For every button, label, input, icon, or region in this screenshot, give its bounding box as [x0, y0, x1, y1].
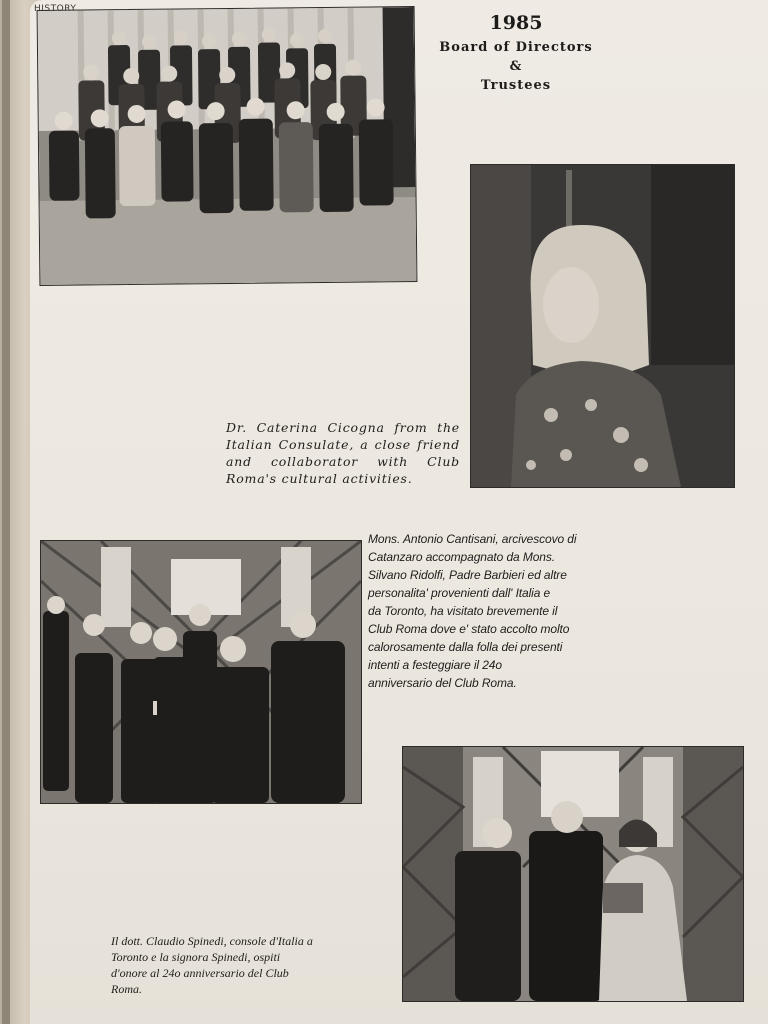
mons-caption-line: da Toronto, ha visitato brevemente il — [368, 604, 558, 618]
spinedi-couple-photo — [402, 746, 744, 1002]
spinedi-caption — [111, 933, 401, 997]
mons-caption-line: Silvano Ridolfi, Padre Barbieri ed altre — [368, 568, 567, 582]
spinedi-caption-line: Roma. — [111, 982, 142, 996]
mons-caption-line: calorosamente dalla folla dei presenti — [368, 640, 563, 654]
clergy-group-photo — [40, 540, 362, 804]
spinedi-caption-line: d'onore al 24o anniversario del Club — [111, 966, 289, 980]
header-line-3: Trustees — [480, 78, 552, 93]
header-line-2: & — [509, 59, 523, 74]
mons-caption-line: intenti a festeggiare il 24o — [368, 658, 502, 672]
mons-caption-line: Catanzaro accompagnato da Mons. — [368, 550, 556, 564]
spinedi-caption-line: Toronto e la signora Spinedi, ospiti — [111, 950, 281, 964]
board-group-photo — [37, 6, 418, 286]
mons-caption — [368, 530, 610, 692]
mons-caption-line: Club Roma dove e' stato accolto molto — [368, 622, 570, 636]
caterina-portrait-photo — [470, 164, 735, 488]
spinedi-caption-line: Il dott. Claudio Spinedi, console d'Italia a — [111, 934, 313, 948]
page-header — [416, 12, 616, 95]
mons-caption-line: Mons. Antonio Cantisani, arcivescovo di — [368, 532, 577, 546]
mons-caption-line: anniversario del Club Roma. — [368, 676, 517, 690]
mons-caption-line: personalita' provenienti dall' Italia e — [368, 586, 551, 600]
header-line-1: Board of Directors — [439, 40, 593, 55]
running-head: HISTORY — [34, 4, 77, 14]
caterina-caption: Dr. Caterina Cicogna from the Italian Consulate, a close friend and collaborator with Club Roma's cultural activities. — [226, 420, 460, 486]
year-heading: 1985 — [489, 12, 543, 34]
page-edge-stripe — [2, 0, 10, 1024]
